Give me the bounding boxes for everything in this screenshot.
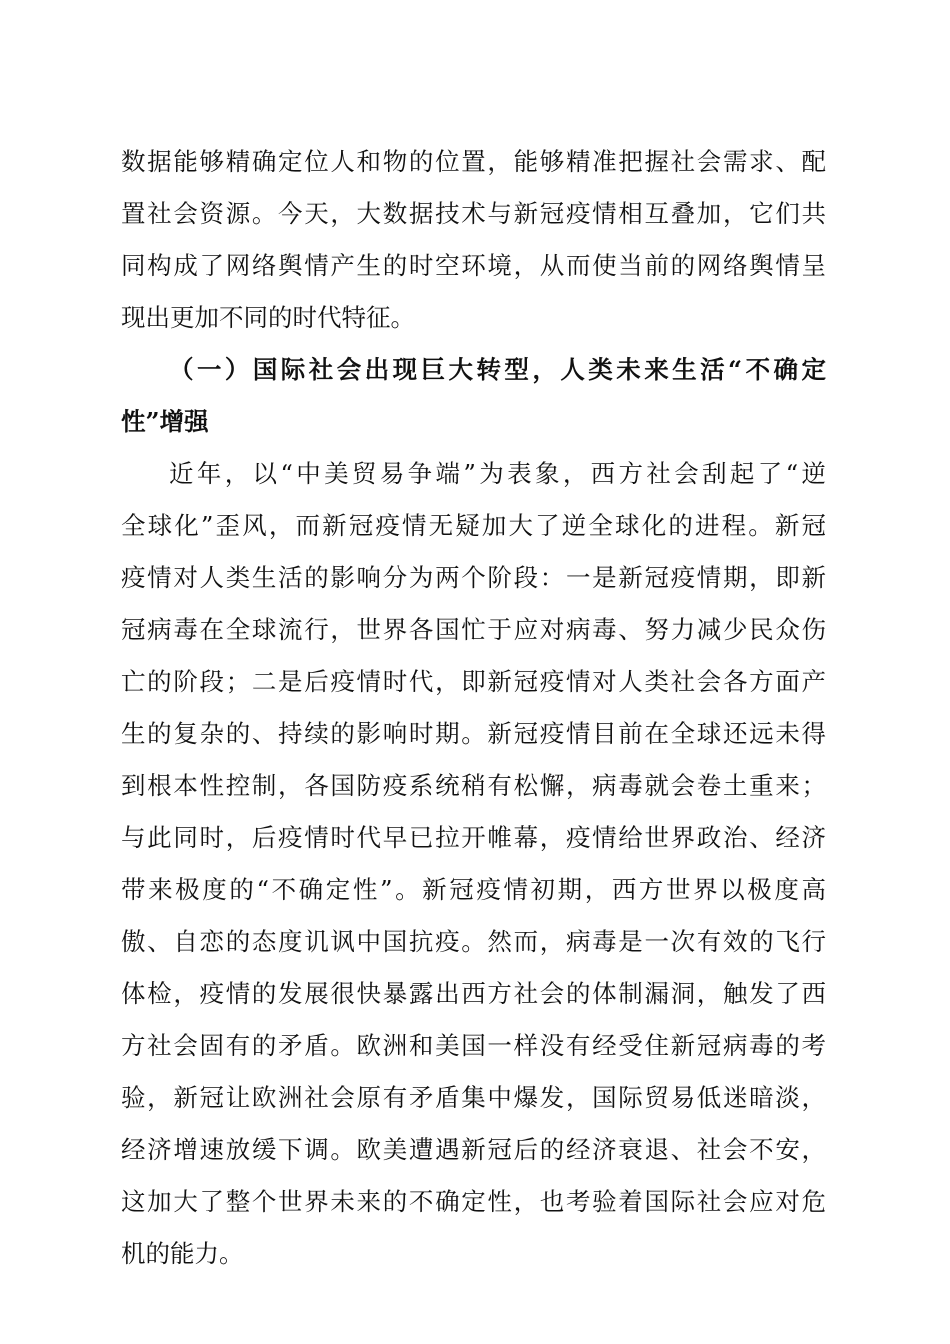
paragraph-2-line: 全球化”歪风，而新冠疫情无疑加大了逆全球化的进程。新冠 [121, 511, 826, 540]
paragraph-2-line: 与此同时，后疫情时代早已拉开帷幕，疫情给世界政治、经济 [121, 823, 826, 852]
paragraph-2-line: 验，新冠让欧洲社会原有矛盾集中爆发，国际贸易低迷暗淡， [121, 1083, 826, 1112]
paragraph-2-line: 机的能力。 [121, 1239, 244, 1268]
document-body [121, 136, 826, 1280]
paragraph-2-line: 傲、自恋的态度讥讽中国抗疫。然而，病毒是一次有效的飞行 [121, 927, 826, 956]
section-heading-line: （一）国际社会出现巨大转型，人类未来生活“不确定 [169, 355, 826, 384]
paragraph-1-line: 数据能够精确定位人和物的位置，能够精准把握社会需求、配 [121, 147, 826, 176]
paragraph-2-line: 经济增速放缓下调。欧美遭遇新冠后的经济衰退、社会不安， [121, 1135, 826, 1164]
paragraph-1-line: 置社会资源。今天，大数据技术与新冠疫情相互叠加，它们共 [121, 199, 826, 228]
paragraph-1-line: 同构成了网络舆情产生的时空环境，从而使当前的网络舆情呈 [121, 251, 826, 280]
paragraph-2-line: 生的复杂的、持续的影响时期。新冠疫情目前在全球还远未得 [121, 719, 826, 748]
paragraph-2-line: 亡的阶段；二是后疫情时代，即新冠疫情对人类社会各方面产 [121, 667, 826, 696]
paragraph-2-line: 这加大了整个世界未来的不确定性，也考验着国际社会应对危 [121, 1187, 826, 1216]
paragraph-2-line: 到根本性控制，各国防疫系统稍有松懈，病毒就会卷土重来； [121, 771, 826, 800]
paragraph-2-line: 近年，以“中美贸易争端”为表象，西方社会刮起了“逆 [169, 459, 826, 488]
paragraph-2-line: 冠病毒在全球流行，世界各国忙于应对病毒、努力减少民众伤 [121, 615, 826, 644]
paragraph-2-line: 体检，疫情的发展很快暴露出西方社会的体制漏洞，触发了西 [121, 979, 826, 1008]
paragraph-1-line: 现出更加不同的时代特征。 [121, 303, 415, 332]
paragraph-2-line: 方社会固有的矛盾。欧洲和美国一样没有经受住新冠病毒的考 [121, 1031, 826, 1060]
paragraph-2-line: 疫情对人类生活的影响分为两个阶段：一是新冠疫情期，即新 [121, 563, 826, 592]
paragraph-2-line: 带来极度的“不确定性”。新冠疫情初期，西方世界以极度高 [121, 875, 826, 904]
section-heading-line: 性”增强 [121, 407, 209, 436]
